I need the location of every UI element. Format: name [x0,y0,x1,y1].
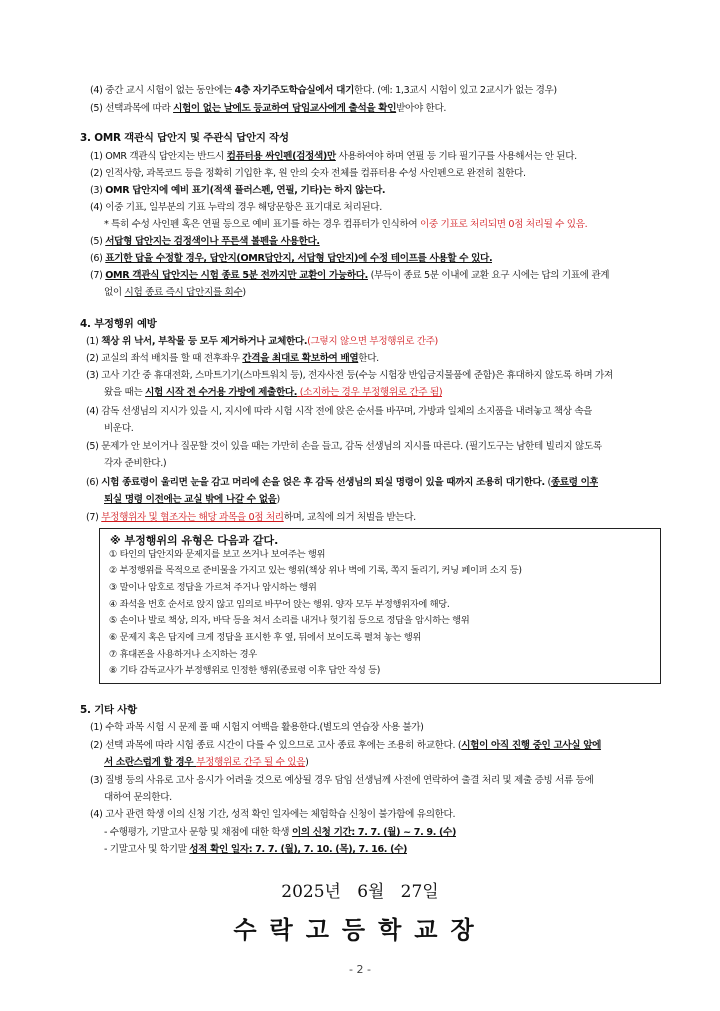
s4-item-6: (6) 시험 종료령이 울리면 눈을 감고 머리에 손을 얹은 후 감독 선생님의 퇴실 명령이 있을 때까지 조용히 대기한다. (종료령 이후 [86,477,599,488]
prev-item-5: (5) 선택과목에 따라 시험이 없는 날에도 등교하여 담임교사에게 출석을 확인받아야 한다. [90,103,447,114]
page-number: - 2 - [349,963,371,976]
s5-item-1: (1) 수학 과목 시험 시 문제 풀 때 시험지 여백을 활용한다.(별도의 연습장 사용 불가) [90,722,424,733]
s3-item-7-cont: 없이 시험 종료 즉시 답안지를 회수) [104,287,246,298]
misconduct-box-title: ※ 부정행위의 유형은 다음과 같다. [110,534,279,547]
s4-item-1: (1) 책상 위 낙서, 부착물 등 모두 제거하거나 교체한다.(그렇지 않으면 부정행위로 간주) [86,336,438,347]
s4-item-3-cont: 왔을 때는 시험 시작 전 수거용 가방에 제출한다. (소지하는 경우 부정행위로 간주 됨) [104,387,443,398]
s5-item-3-cont: 대하여 문의한다. [104,792,172,803]
misconduct-item-2: ② 부정행위를 목적으로 준비물을 가지고 있는 행위(책상 위나 벽에 기록, 쪽지 돌리기, 커닝 페이퍼 소지 등) [109,565,522,576]
s5-item-4-sub-1: - 수행평가, 기말고사 문항 및 채점에 대한 학생 이의 신청 기간: 7. 7. (월) ~ 7. 9. (수) [104,827,456,838]
s4-item-4: (4) 감독 선생님의 지시가 있을 시, 지시에 따라 시험 시작 전에 앉은 순서를 바꾸며, 가방과 일체의 소지품을 내려놓고 책상 속을 [86,406,593,417]
s5-item-3: (3) 질병 등의 사유로 고사 응시가 어려울 것으로 예상될 경우 담임 선생님께 사전에 연락하여 출결 처리 및 제출 증빙 서류 등에 [90,775,594,786]
s5-item-2-cont: 서 소란스럽게 할 경우 부정행위로 간주 될 수 있음) [104,757,309,768]
s3-item-1: (1) OMR 객관식 답안지는 반드시 컴퓨터용 싸인펜(검정색)만 사용하여야 하며 연필 등 기타 필기구를 사용해서는 안 된다. [90,151,577,162]
s4-item-5: (5) 문제가 안 보이거나 질문할 것이 있을 때는 가만히 손을 들고, 감독 선생님의 지시를 따른다. (필기도구는 남한테 빌리지 않도록 [86,441,602,452]
s4-item-6-cont: 퇴실 명령 이전에는 교실 밖에 나갈 수 없음) [104,494,280,505]
s5-item-4: (4) 고사 관련 학생 이의 신청 기간, 성적 확인 일자에는 체험학습 신청이 불가함에 유의한다. [90,809,456,820]
principal-signature: 수락고등학교장 [233,915,487,944]
document-date: 2025년 6월 27일 [281,882,439,902]
s3-item-2: (2) 인적사항, 과목코드 등을 정확히 기입한 후, 원 안의 숫자 전체를 컴퓨터용 수성 사인펜으로 완전히 칠한다. [90,168,526,179]
s4-item-4-cont: 비운다. [104,423,134,434]
s5-item-2: (2) 선택 과목에 따라 시험 종료 시간이 다를 수 있으므로 고사 종료 후에는 조용히 하교한다. (시험이 아직 진행 중인 고사실 앞에 [90,740,602,751]
s4-item-5-cont: 각자 준비한다.) [104,458,167,469]
section-3-title: 3. OMR 객관식 답안지 및 주관식 답안지 작성 [80,132,289,144]
section-4-title: 4. 부정행위 예방 [80,318,157,330]
misconduct-item-1: ① 타인의 답안지와 문제지를 보고 쓰거나 보여주는 행위 [109,549,326,560]
s3-item-3: (3) OMR 답안지에 예비 표기(적색 플러스펜, 연필, 기타)는 하지 않는다. [90,185,386,196]
s4-item-2: (2) 교실의 좌석 배치를 할 때 전후좌우 간격을 최대로 확보하여 배열한다. [86,353,379,364]
misconduct-item-5: ⑤ 손이나 발로 책상, 의자, 바닥 등을 쳐서 소리를 내거나 헛기침 등으로 정답을 암시하는 행위 [109,615,470,626]
section-5-title: 5. 기타 사항 [80,704,137,716]
prev-item-4: (4) 중간 교시 시험이 없는 동안에는 4층 자기주도학습실에서 대기한다. (예: 1,3교시 시험이 있고 2교시가 없는 경우) [90,85,557,96]
s3-item-4-note: * 특히 수성 사인펜 혹은 연필 등으로 예비 표기를 하는 경우 컴퓨터가 인식하여 이중 기표로 처리되면 0점 처리될 수 있음. [104,219,588,230]
misconduct-item-7: ⑦ 휴대폰을 사용하거나 소지하는 경우 [109,649,257,660]
s3-item-4: (4) 이중 기표, 일부분의 기표 누락의 경우 해당문항은 표기대로 처리된다. [90,202,382,213]
s4-item-7: (7) 부정행위자 및 협조자는 해당 과목을 0점 처리하며, 교칙에 의거 처벌을 받는다. [86,512,416,523]
s5-item-4-sub-2: - 기말고사 및 학기말 성적 확인 일자: 7. 7. (월), 7. 10. (목), 7. 16. (수) [104,844,408,855]
misconduct-item-6: ⑥ 문제지 혹은 답지에 크게 정답을 표시한 후 옆, 뒤에서 보이도록 펼쳐 놓는 행위 [109,632,422,643]
s4-item-3: (3) 고사 기간 중 휴대전화, 스마트기기(스마트워치 등), 전자사전 등(수능 시험장 반입금지물품에 준함)은 휴대하지 않도록 하며 가져 [86,370,613,381]
misconduct-item-8: ⑧ 기타 감독교사가 부정행위로 인정한 행위(종료령 이후 답안 작성 등) [109,665,381,676]
misconduct-item-4: ④ 좌석을 번호 순서로 앉지 않고 임의로 바꾸어 앉는 행위. 양자 모두 부정행위자에 해당. [109,599,450,610]
misconduct-types-box [99,528,661,684]
misconduct-item-3: ③ 말이나 암호로 정답을 가르쳐 주거나 암시하는 행위 [109,582,317,593]
s3-item-7: (7) OMR 객관식 답안지는 시험 종료 5분 전까지만 교환이 가능하다. (부득이 종료 5분 이내에 교환 요구 시에는 답의 기표에 관계 [90,270,610,281]
s3-item-5: (5) 서답형 답안지는 검정색이나 푸른색 볼펜을 사용한다. [90,236,320,247]
s3-item-6: (6) 표기한 답을 수정할 경우, 답안지(OMR답안지, 서답형 답안지)에 수정 테이프를 사용할 수 있다. [90,253,493,264]
